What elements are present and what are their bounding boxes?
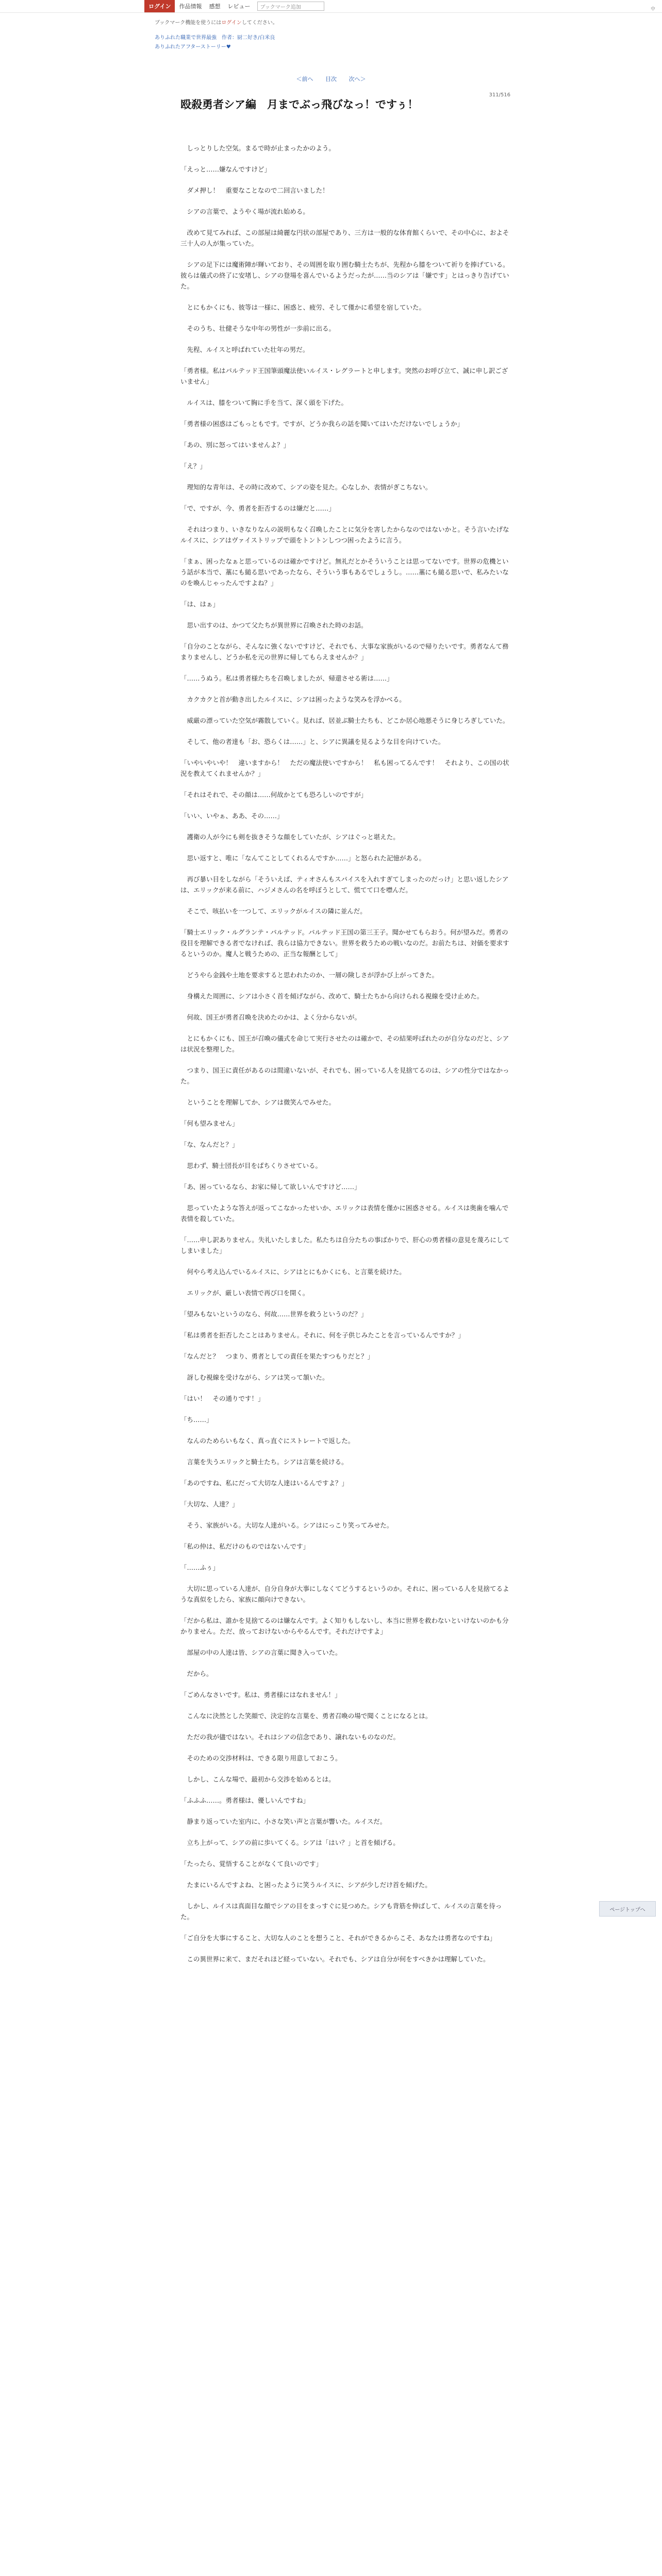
novel-paragraph: 「え？」 <box>180 462 207 470</box>
novel-paragraph: 「えっと……嫌なんですけど」 <box>180 165 271 173</box>
novel-paragraph: そう、家族がいる。大切な人達がいる。シアはにっこり笑ってみせた。 <box>180 1521 393 1529</box>
novel-paragraph: 理知的な青年は、その時に改めて、シアの姿を見た。心なしか、表情がぎこちない。 <box>180 483 432 491</box>
novel-paragraph: それはつまり、いきなりなんの説明もなく召喚したことに気分を害したからなのではないかと。そう言いたげなルイスに、シアはヴァイストリップで頭をトントンしつつ困ったように言う。 <box>180 526 509 544</box>
novel-paragraph: 訝しむ視線を受けながら、シアは笑って頷いた。 <box>180 1374 329 1381</box>
top-navigation-bar <box>0 0 662 13</box>
novel-paragraph: 「……うぬう。私は勇者様たちを召喚しましたが、帰還させる術は……」 <box>180 674 393 682</box>
novel-paragraph: 「で、ですが、今、勇者を拒否するのは嫌だと……」 <box>180 504 335 512</box>
novel-paragraph: ということを理解してか、シアは微笑んでみせた。 <box>180 1098 336 1106</box>
novel-paragraph: 「何も望みません」 <box>180 1120 239 1127</box>
novel-paragraph: なんのためらいもなく、真っ直ぐにストレートで返した。 <box>180 1437 355 1445</box>
novel-paragraph: 「ち……」 <box>180 1416 213 1423</box>
table-of-contents-link[interactable]: 目次 <box>325 76 337 82</box>
novel-paragraph: 先程、ルイスと呼ばれていた壮年の男だ。 <box>180 346 309 353</box>
novel-paragraph: 言葉を失うエリックと騎士たち。シアは言葉を続ける。 <box>180 1458 348 1466</box>
episode-number: 311/516 <box>489 92 510 98</box>
novel-paragraph: 「ご自分を大事にすること、大切な人のことを想うこと、それができるからこそ、あなたは勇者なのですね」 <box>180 1934 496 1942</box>
novel-paragraph: つまり、国王に責任があるのは間違いないが、それでも、困っている人を見捨てるのは、シアの性分ではなかった。 <box>180 1066 509 1085</box>
novel-paragraph: シアの言葉で、ようやく場が流れ始める。 <box>180 208 309 215</box>
novel-paragraph: 「なんだと？ つまり、勇者としての責任を果たすつもりだと？」 <box>180 1352 374 1360</box>
novel-paragraph: 「ごめんなさいです。私は、勇者様にはなれません！」 <box>180 1691 341 1699</box>
novel-paragraph: 「私は勇者を拒否したことはありません。それに、何を子供じみたことを言っているんですか？」 <box>180 1331 465 1339</box>
novel-paragraph: そのための交渉材料は、できる限り用意しておこう。 <box>180 1754 342 1762</box>
page-header <box>0 13 662 50</box>
novel-paragraph: 「あのですね、私にだって大切な人達はいるんですよ？」 <box>180 1479 349 1487</box>
novel-paragraph: 改めて見てみれば、この部屋は綺麗な円状の部屋であり、三方は一般的な体育館くらいで、その中心に、およそ三十人の人が集っていた。 <box>180 229 509 247</box>
novel-paragraph: 威厳の漂っていた空気が霧散していく。見れば、居並ぶ騎士たちも、どこか居心地悪そうに身じろぎしていた。 <box>180 717 509 724</box>
novel-paragraph: ルイスは、膝をついて胸に手を当て、深く頭を下げた。 <box>180 399 348 406</box>
episode-title: 殴殺勇者シア編 月までぶっ飛びなっ！ですぅ！ <box>180 98 419 111</box>
novel-paragraph: こんなに決然とした笑顔で、決定的な言葉を、勇者召喚の場で聞くことになるとは。 <box>180 1712 432 1720</box>
novel-paragraph: しかし、ルイスは真面目な顔でシアの目をまっすぐに見つめた。シアも背筋を伸ばして、ルイスの言葉を待った。 <box>180 1902 502 1921</box>
novel-paragraph: 静まり返っていた室内に、小さな笑い声と言葉が響いた。ルイスだ。 <box>180 1818 387 1825</box>
novel-paragraph: とにもかくにも、国王が召喚の儀式を命じて実行させたのは確かで、その結果呼ばれたのが自分なのだと、シアは状況を整理した。 <box>180 1035 509 1053</box>
novel-paragraph: 「いやいやいや！ 違いますから！ ただの魔法使いですから！ 私も困ってるんです！ それより、この国の状況を教えてくれませんか？」 <box>180 759 509 777</box>
bookmark-add-box[interactable]: ブックマーク追加 <box>257 2 324 11</box>
nav-link-reviews[interactable]: レビュー <box>227 3 251 10</box>
novel-paragraph: 「あの、別に怒ってはいませんよ？」 <box>180 441 290 449</box>
novel-paragraph: ダメ押し！ 重要なことなので二回言いました！ <box>180 187 329 194</box>
novel-paragraph: 思っていたような答えが返ってこなかったせいか、エリックは表情を僅かに困惑させる。ルイスは奥歯を噛んで表情を殺していた。 <box>180 1204 509 1223</box>
novel-paragraph: 大切に思っている人達が、自分自身が大事にしなくてどうするというのか。それに、困っている人を見捨てるような真似をしたら、家族に顔向けできない。 <box>180 1585 509 1603</box>
novel-paragraph: 思わず、騎士団長が目をぱちくりさせている。 <box>180 1162 322 1170</box>
novel-paragraph: 部屋の中の人達は皆、シアの言葉に聞き入っていた。 <box>180 1649 342 1656</box>
novel-paragraph: 思い返すと、唯に「なんてことしてくれるんですか……」と怒られた記憶がある。 <box>180 854 426 862</box>
novel-paragraph: 「は、はぁ」 <box>180 600 220 608</box>
page-top-button[interactable]: ページトップへ <box>599 1901 656 1917</box>
novel-content <box>180 92 510 1964</box>
novel-paragraph: 「それはそれで、その顔は……何故かとても恐ろしいのですが」 <box>180 791 368 799</box>
novel-paragraph: 「ふふふ……。勇者様は、優しいんですね」 <box>180 1797 310 1804</box>
novel-paragraph: しっとりした空気。まるで時が止まったかのよう。 <box>180 144 335 152</box>
novel-paragraph: この異世界に来て、まだそれほど経っていない。それでも、シアは自分が何をすべきかは理解していた。 <box>180 1955 490 1963</box>
novel-paragraph: 「いい、いやぁ、ああ、その……」 <box>180 812 284 820</box>
novel-paragraph: 立ち上がって、シアの前に歩いてくる。シアは「はい？」と首を傾げる。 <box>180 1839 400 1846</box>
novel-paragraph: カクカクと首が動き出したルイスに、シアは困ったような笑みを浮かべる。 <box>180 696 406 703</box>
prev-episode-link[interactable]: ＜前へ <box>296 76 313 82</box>
next-episode-link[interactable]: 次へ＞ <box>349 76 366 82</box>
nav-link-work-info[interactable]: 作品情報 <box>179 3 202 10</box>
novel-paragraph: だから。 <box>180 1670 213 1677</box>
novel-paragraph: 身構えた周囲に、シアは小さく首を傾げながら、改めて、騎士たちから向けられる視線を受け止めた。 <box>180 992 484 1000</box>
novel-paragraph: どうやら金銭や土地を要求すると思われたのか、一層の険しさが浮かび上がってきた。 <box>180 971 439 979</box>
novel-paragraph: 「……申し訳ありません。失礼いたしました。私たちは自分たちの事ばかりで、肝心の勇者様の意見を蔑ろにしてしまいました」 <box>180 1236 510 1255</box>
novel-paragraph: 「望みもないというのなら、何故……世界を救うというのだ？」 <box>180 1310 368 1318</box>
novel-paragraph: 護衛の人が今にも剣を抜きそうな顔をしていたが、シアはぐっと堪えた。 <box>180 833 400 841</box>
novel-paragraph: 「だから私は、誰かを見捨てるのは嫌なんです。よく知りもしないし、本当に世界を救わないといけないのかも分かりません。ただ、放っておけないからやるんです。それだけですよ」 <box>180 1617 509 1635</box>
novel-paragraph: 「まぁ、困ったなぁと思っているのは確かですけど。無礼だとかそういうことは思ってないです。世界の危機という話が本当で、藁にも縋る思いであったなら、そういう事もあるでしょうし。……藁にも縋る思いで、私みたいなのを喚んじゃったんですよね？」 <box>180 557 509 587</box>
novel-paragraph: そして、他の者達も「お、恐らくは……」と、シアに異議を見るような目を向けていた。 <box>180 738 445 745</box>
novel-paragraph: 「あ、困っているなら、お家に帰して欲しいんですけど……」 <box>180 1183 361 1191</box>
novel-paragraph: 「たったら、覚悟することがなくて良いのです」 <box>180 1860 323 1868</box>
novel-paragraph: とにもかくにも、彼等は一様に、困惑と、疲労、そして僅かに希望を宿していた。 <box>180 303 426 311</box>
novel-paragraph: 「大切な、人達？」 <box>180 1500 239 1508</box>
episode-pager <box>0 75 662 83</box>
novel-paragraph: 「……ふぅ」 <box>180 1564 220 1571</box>
novel-paragraph: 何やら考え込んでいるルイスに、シアはとにもかくにも、と言葉を続けた。 <box>180 1268 406 1276</box>
novel-paragraph: 「はい！ その通りです！」 <box>180 1395 264 1402</box>
novel-paragraph: エリックが、厳しい表情で再び口を開く。 <box>180 1289 309 1297</box>
novel-paragraph: ただの我が儘ではない。それはシアの信念であり、譲れないものなのだ。 <box>180 1733 400 1741</box>
notice-login-link[interactable]: ログイン <box>221 20 242 26</box>
novel-paragraph: 「騎士エリック・ルグランテ・パルテッド。パルテッド王国の第三王子。聞かせてもらおう。何が望みだ。勇者の役目を理解できる者でなければ、我らは協力できない。世界を救うための戦いなのだ。お前たちは、対価を要求するというのか。魔人と戦うための、正当な報酬として」 <box>180 928 509 958</box>
login-button[interactable]: ログイン <box>144 0 175 12</box>
novel-paragraph: しかし、こんな場で、最初から交渉を始めるとは。 <box>180 1775 335 1783</box>
series-title-link[interactable]: ありふれた職業で世界最強 作者：厨二好き/白米良 <box>155 35 275 41</box>
novel-paragraph: そこで、咳払いを一つして、エリックがルイスの隣に並んだ。 <box>180 907 367 915</box>
chapter-title-link[interactable]: ありふれたアフターストーリー♥ <box>155 44 231 50</box>
novel-paragraph: 「自分のことながら、そんなに強くないですけど、それでも、大事な家族がいるので帰りたいです。勇者なんて務まりませんし、どうか私を元の世界に帰してもらえませんか？」 <box>180 642 509 661</box>
novel-paragraph: 「勇者様。私はパルテッド王国筆頭魔法使いルイス・レグラートと申します。突然のお呼び立て、誠に申し訳ございません」 <box>180 367 508 385</box>
novel-paragraph: 思い出すのは、かつて父たちが異世界に召喚された時のお話。 <box>180 621 368 629</box>
novel-paragraph: 「私の仲は、私だけのものではないんです」 <box>180 1543 310 1550</box>
text-size-toggle[interactable]: 中 <box>651 7 656 12</box>
novel-paragraph: 再び暴い目をしながら「そういえば、ティオさんもスパイスを入れすぎてしまったのだっけ」と思い返したシアは、エリックが来る前に、ハジメさんの名を呼ぼうとして、慌てて口を噤んだ。 <box>180 875 509 894</box>
novel-body <box>180 143 510 1964</box>
novel-paragraph: シアの足下には魔術陣が輝いており、その周囲を取り囲む騎士たちが、先程から膝をついて祈りを捧げている。彼らは儀式の終了に安堵し、シアの登場を喜んでいるようだったが……当のシアは「嫌です」とはっきり告げていた。 <box>180 261 509 290</box>
novel-paragraph: 「勇者様の困惑はごもっともです。ですが、どうか我らの話を聞いてはいただけないでしょうか」 <box>180 420 464 428</box>
nav-link-impressions[interactable]: 感想 <box>209 3 221 10</box>
novel-paragraph: 何故、国王が勇者召喚を決めたのかは、よく分からないが。 <box>180 1013 361 1021</box>
novel-paragraph: たまにいるんですよね、と困ったように笑うルイスに、シアが少しだけ首を傾げた。 <box>180 1881 432 1889</box>
novel-paragraph: 「な、なんだと？」 <box>180 1141 239 1148</box>
novel-paragraph: そのうち、壮健そうな中年の男性が一歩前に出る。 <box>180 325 336 332</box>
bookmark-notice: ブックマーク機能を使うにはログインしてください。 <box>155 20 278 26</box>
